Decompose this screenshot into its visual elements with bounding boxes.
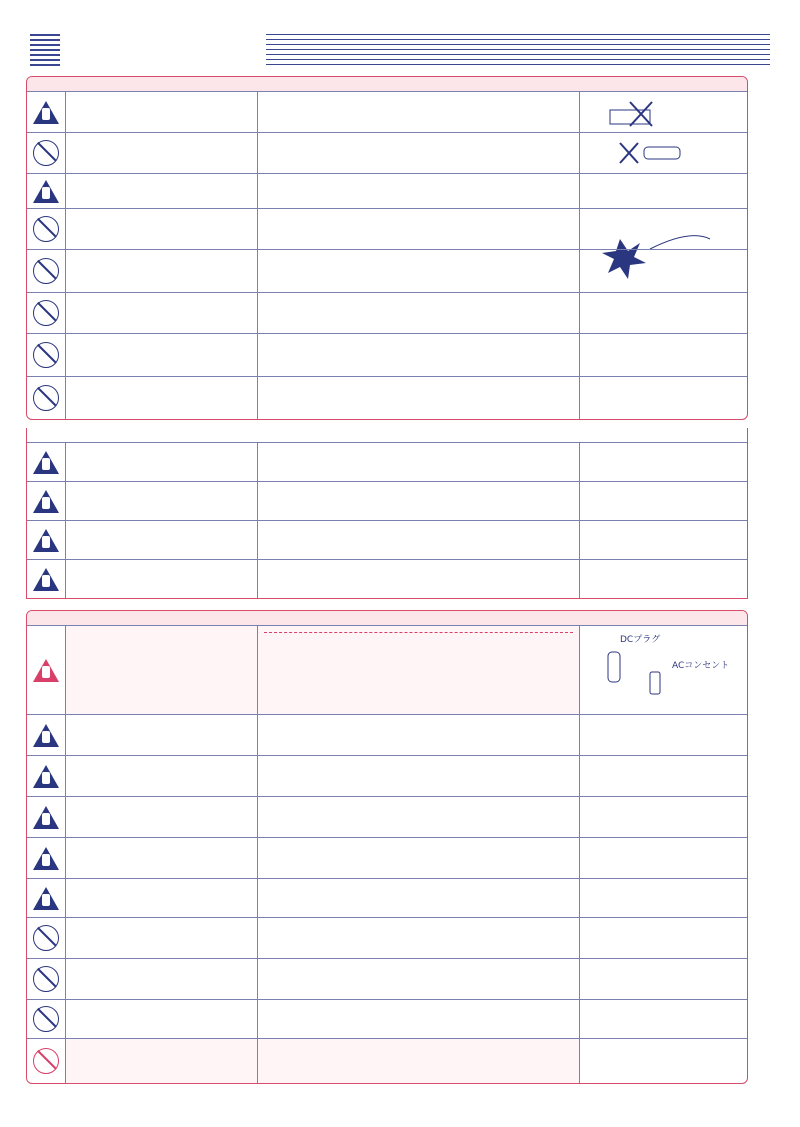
prohibited-icon [33,966,59,992]
row-icon-cell [27,521,66,559]
fire-warning-icon [33,724,59,747]
warning-row [27,173,747,208]
row-illustration-cell [580,133,747,173]
row-description-cell [258,959,580,999]
row-icon-cell [27,443,66,481]
row-description-cell [258,250,580,292]
plug-illustration [580,626,750,714]
warning-section-gas [26,610,748,1084]
row-illustration-cell [580,92,747,132]
row-icon-cell [27,334,66,376]
row-icon-cell [27,918,66,958]
fire-warning-icon [33,101,59,124]
row-illustration-cell [580,293,747,333]
no-water-icon [33,258,59,284]
caution-icon [33,529,59,552]
row-illustration-cell [580,443,747,481]
warning-row [27,1038,747,1083]
warning-row [27,625,747,714]
row-description-cell [258,1039,580,1083]
row-icon-cell [27,209,66,249]
row-subject [66,756,258,796]
row-icon-cell [27,715,66,755]
row-icon-cell [27,1000,66,1038]
header-rule [266,34,770,66]
no-disassembly-icon [33,385,59,411]
warning-row [27,755,747,796]
row-icon-cell [27,482,66,520]
row-subject [66,377,258,419]
page-header [30,28,770,72]
row-icon-cell [27,879,66,917]
row-description-cell [258,334,580,376]
row-subject [66,174,258,208]
row-subject [66,560,258,598]
row-illustration-cell [580,560,747,598]
warning-section-usage [26,76,748,420]
section-title [27,77,747,91]
row-description-cell [258,1000,580,1038]
warning-row [27,837,747,878]
row-subject [66,797,258,837]
row-subject [66,92,258,132]
row-subject [66,293,258,333]
row-subject [66,482,258,520]
fire-warning-icon [33,847,59,870]
prohibited-icon [33,1048,59,1074]
row-illustration-cell [580,174,747,208]
hot-surface-icon [33,451,59,474]
row-description-cell [258,521,580,559]
row-description-cell [258,293,580,333]
warning-row [27,91,747,132]
row-description-cell [258,482,580,520]
row-subject [66,879,258,917]
row-subject [66,715,258,755]
row-icon-cell [27,756,66,796]
section-title [27,428,747,442]
ac-outlet-label: ACコンセント [672,661,730,671]
row-icon-cell [27,1039,66,1083]
row-description-cell [258,560,580,598]
dc-plug-label: DCプラグ [620,635,661,645]
no-touch-icon [33,1006,59,1032]
warning-row [27,878,747,917]
row-subject [66,521,258,559]
warning-row [27,292,747,333]
row-illustration-cell [580,959,747,999]
row-illustration-cell [580,334,747,376]
warning-row [27,999,747,1038]
row-illustration-cell [580,482,747,520]
warning-row [27,796,747,837]
spray-illustration [580,92,740,132]
row-subject [66,209,258,249]
row-icon-cell [27,377,66,419]
row-subject [66,918,258,958]
warning-row [27,376,747,419]
row-description-cell [258,715,580,755]
warning-row [27,917,747,958]
row-description-cell [258,133,580,173]
warning-row [27,958,747,999]
fire-warning-icon [33,659,59,682]
row-illustration-cell [580,879,747,917]
section-title [27,611,747,625]
row-icon-cell [27,959,66,999]
row-description-cell [258,92,580,132]
row-illustration-cell [580,918,747,958]
caution-section-usage [26,428,748,599]
row-description-cell [258,209,580,249]
prohibited-icon [33,925,59,951]
row-icon-cell [27,560,66,598]
row-subject [66,1039,258,1083]
warning-row [27,333,747,376]
prohibited-icon [33,342,59,368]
row-illustration-cell [580,626,747,714]
row-description-cell [258,443,580,481]
row-illustration-cell [580,1039,747,1083]
row-icon-cell [27,797,66,837]
row-subject [66,133,258,173]
row-description-cell [258,797,580,837]
row-subject [66,959,258,999]
fire-warning-icon [33,887,59,910]
row-subject [66,334,258,376]
row-illustration-cell [580,521,747,559]
row-description-cell [258,918,580,958]
header-stripes [30,34,60,66]
warning-row [27,442,747,481]
fire-warning-icon [33,765,59,788]
prohibited-icon [33,300,59,326]
warning-row [27,208,747,249]
row-description-cell [258,879,580,917]
row-description-cell [258,174,580,208]
row-illustration-cell [580,715,747,755]
row-illustration-cell [580,797,747,837]
row-subject [66,838,258,878]
row-subject [66,443,258,481]
row-subject [66,1000,258,1038]
row-description-cell [258,377,580,419]
row-subject [66,626,258,714]
row-icon-cell [27,174,66,208]
row-illustration-cell [580,1000,747,1038]
caution-icon [33,568,59,591]
row-description-cell [258,626,580,714]
row-icon-cell [27,838,66,878]
row-icon-cell [27,133,66,173]
row-illustration-cell [580,377,747,419]
row-icon-cell [27,626,66,714]
warning-row [27,559,747,598]
fire-warning-icon [33,806,59,829]
row-illustration-cell [580,209,747,249]
row-icon-cell [27,293,66,333]
row-illustration-cell [580,756,747,796]
impact-illustration [580,133,740,173]
row-description-cell [258,838,580,878]
row-icon-cell [27,250,66,292]
row-icon-cell [27,92,66,132]
prohibited-icon [33,140,59,166]
pinch-warning-icon [33,490,59,513]
warning-row [27,520,747,559]
row-subject [66,250,258,292]
warning-row [27,481,747,520]
warning-row [27,249,747,292]
row-illustration-cell [580,250,747,292]
row-description-cell [258,756,580,796]
no-water-icon [33,216,59,242]
row-description-2 [264,632,573,636]
warning-row [27,132,747,173]
row-illustration-cell [580,838,747,878]
warning-row [27,714,747,755]
fire-warning-icon [33,180,59,203]
